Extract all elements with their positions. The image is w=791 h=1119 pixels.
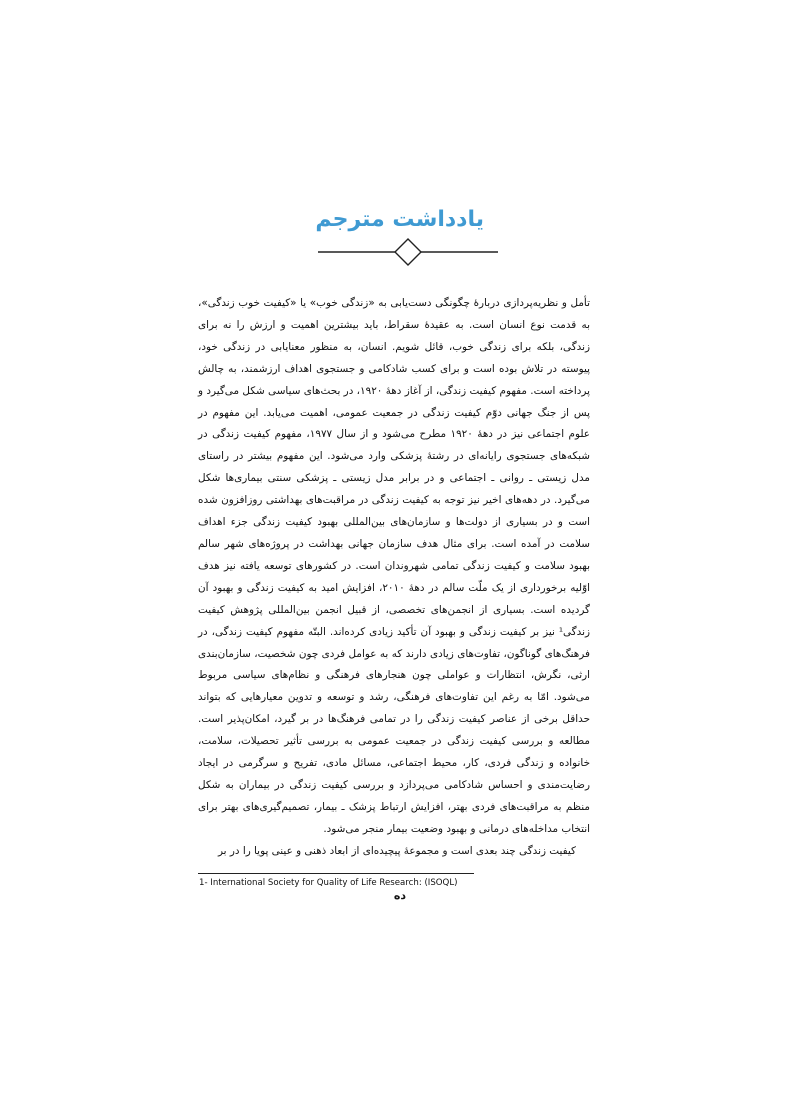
footnote-divider (198, 873, 474, 874)
title-ornament-divider (318, 238, 498, 266)
footnote: 1- International Society for Quality of Life Research: (ISOQL) (199, 878, 458, 888)
paragraph-1: تأمل و نظریه‌پردازی دربارهٔ چگونگی دست‌یابی به «زندگی خوب» یا «کیفیت خوب زندگی»، به قدمت نوع انسان است. به عقیدهٔ سقراط، باید بیشترین اهمیت و ارزش را نه برای زندگی، بلکه برای زندگی خوب، قائل شویم. انسان، به منظور معنایابی در زندگی خود، پیوسته در تلاش بوده است و برای کسب شادکامی و جستجوی اهداف ارزشمند، به چالش پرداخته است. مفهوم کیفیت زندگی، از آغاز دههٔ ۱۹۲۰، در بحث‌های سیاسی شکل می‌گیرد و پس از جنگ جهانی دوّم کیفیت زندگی در جمعیت عمومی، اهمیت می‌یابد. این مفهوم در علوم اجتماعی نیز در دههٔ ۱۹۲۰ مطرح می‌شود و از سال ۱۹۷۷، مفهوم کیفیت زندگی در شبکه‌های جستجوی رایانه‌ای در رشتهٔ پزشکی وارد می‌شود. این مفهوم بیشتر در راستای مدل زیستی ـ روانی ـ اجتماعی و در برابر مدل زیستی ـ پزشکی سنتی بیماری‌ها شکل می‌گیرد. در دهه‌های اخیر نیز توجه به کیفیت زندگی در مراقبت‌های بهداشتی روزافزون شده است و در بسیاری از دولت‌ها و سازمان‌های بین‌المللی بهبود کیفیت زندگی جزء اهداف سلامت در آمده است. برای مثال هدف سازمان جهانی بهداشت در پروژه‌های شهر سالم بهبود سلامت و کیفیت زندگی تمامی شهروندان است. در کشورهای توسعه یافته نیز هدف اوّلیه برخورداری از یک ملّت سالم در دههٔ ۲۰۱۰، افزایش امید به کیفیت زندگی و بهبود آن گردیده است. بسیاری از انجمن‌های تخصصی، از قبیل انجمن بین‌المللی پژوهش کیفیت زندگی¹ نیز بر کیفیت زندگی و بهبود آن تأکید زیادی کرده‌اند. البتّه مفهوم کیفیت زندگی، در فرهنگ‌های گوناگون، تفاوت‌های زیادی دارند که به عوامل فردی چون شخصیت، سازمان‌بندی ارثی، نگرش، انتظارات و عواملی چون هنجارهای فرهنگی و نظام‌های سیاسی مربوط می‌شود. امّا به رغم این تفاوت‌های فرهنگی، رشد و توسعه و تدوین معیارهایی که بتواند حداقل برخی از عناصر کیفیت زندگی را در تمامی فرهنگ‌ها در بر گیرد، امکان‌پذیر است. مطالعه و بررسی کیفیت زندگی در جمعیت عمومی به بررسی تأثیر تحصیلات، سلامت، خانواده و زندگی فردی، کار، محیط اجتماعی، مسائل مادی، تفریح و سرگرمی در ایجاد رضایت‌مندی و احساس شادکامی می‌پردازد و بررسی کیفیت زندگی در بیماران به شکل منظم به مراقبت‌های فردی بهتر، افزایش ارتباط پزشک ـ بیمار، تصمیم‌گیری‌های بهتر برای انتخاب مداخله‌های درمانی و بهبود وضعیت بیمار منجر می‌شود. (198, 297, 590, 835)
page-number: ده (393, 889, 407, 902)
page-title: یادداشت مترجم (315, 207, 484, 232)
body-text (198, 293, 590, 863)
paragraph-2: کیفیت زندگی چند بعدی است و مجموعهٔ پیچیده‌ای از ابعاد ذهنی و عینی پویا را در بر (217, 844, 576, 857)
